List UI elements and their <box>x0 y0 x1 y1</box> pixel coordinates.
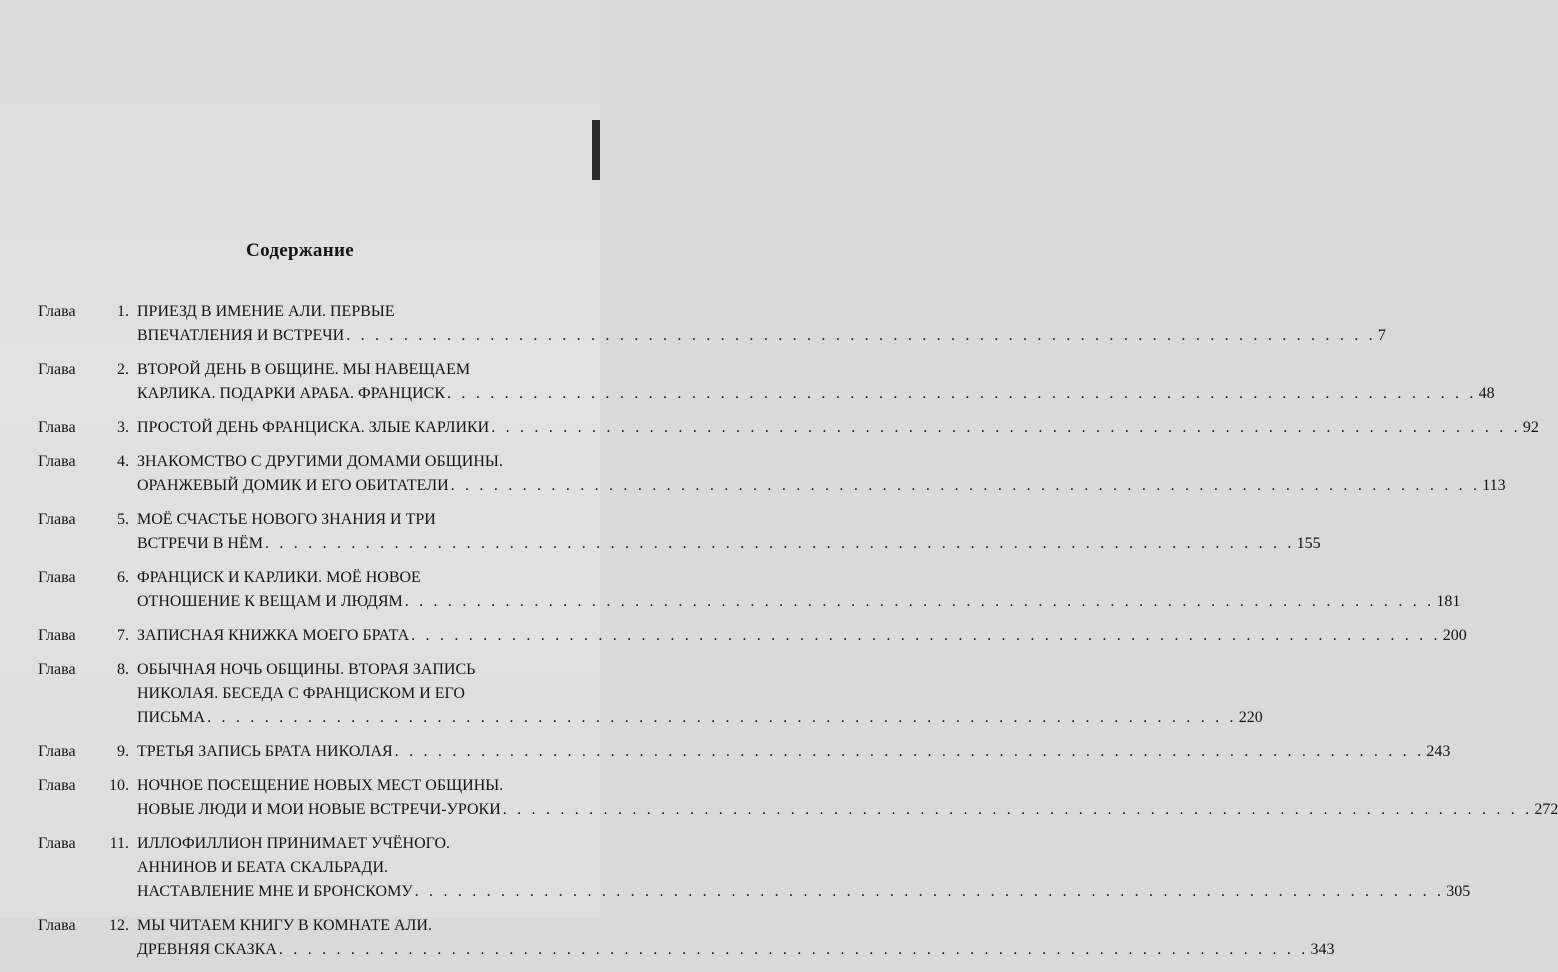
chapter-title <box>137 508 1321 556</box>
chapter-number: 3. <box>117 419 129 436</box>
toc-entry <box>38 416 1539 440</box>
chapter-title-line: ДРЕВНЯЯ СКАЗКА <box>137 941 277 958</box>
dot-leader <box>411 624 1441 648</box>
chapter-title-last-line <box>137 382 1495 406</box>
chapter-title <box>137 914 1335 962</box>
chapter-word: Глава <box>38 835 76 852</box>
toc-entry <box>38 358 1495 406</box>
chapter-word: Глава <box>38 453 76 470</box>
chapter-number: 6. <box>117 569 129 586</box>
dot-leader <box>207 706 1237 730</box>
chapter-title-last-line <box>137 880 1470 904</box>
toc-entry <box>38 914 1335 962</box>
table-of-contents <box>38 300 1558 972</box>
chapter-title-line: ИЛЛОФИЛЛИОН ПРИНИМАЕТ УЧЁНОГО. <box>137 835 451 852</box>
dot-leader <box>265 532 1295 556</box>
page-number: 305 <box>1446 883 1471 900</box>
chapter-title-line: НАСТАВЛЕНИЕ МНЕ И БРОНСКОМУ <box>137 883 413 900</box>
chapter-title <box>137 416 1539 440</box>
chapter-title-line: ТРЕТЬЯ ЗАПИСЬ БРАТА НИКОЛАЯ <box>137 743 393 760</box>
toc-entry <box>38 740 1451 764</box>
chapter-word: Глава <box>38 777 76 794</box>
dot-leader <box>279 938 1309 962</box>
page-number: 48 <box>1478 385 1495 402</box>
dot-leader <box>415 880 1445 904</box>
chapter-title-last-line <box>137 798 1558 822</box>
toc-entry <box>38 774 1558 822</box>
page-number: 200 <box>1442 627 1467 644</box>
chapter-title-last-line <box>137 416 1539 440</box>
chapter-title <box>137 300 1386 348</box>
toc-entry <box>38 450 1506 498</box>
chapter-title-last-line <box>137 324 1386 348</box>
dot-leader <box>405 590 1435 614</box>
chapter-word: Глава <box>38 569 76 586</box>
dot-leader <box>395 740 1425 764</box>
chapter-title-last-line <box>137 624 1467 648</box>
page-edge-shadow <box>592 120 600 180</box>
chapter-title-last-line <box>137 474 1506 498</box>
chapter-number: 12. <box>109 917 129 934</box>
chapter-title-line: ФРАНЦИСК И КАРЛИКИ. МОЁ НОВОЕ <box>137 569 421 586</box>
chapter-title <box>137 774 1558 822</box>
chapter-title-line: НИКОЛАЯ. БЕСЕДА С ФРАНЦИСКОМ И ЕГО <box>137 685 465 702</box>
chapter-title-line: ВПЕЧАТЛЕНИЯ И ВСТРЕЧИ <box>137 327 345 344</box>
dot-leader <box>491 416 1521 440</box>
page-number: 343 <box>1310 941 1335 958</box>
chapter-word: Глава <box>38 419 76 436</box>
chapter-title-line: ЗАПИСНАЯ КНИЖКА МОЕГО БРАТА <box>137 627 410 644</box>
chapter-word: Глава <box>38 743 76 760</box>
page-number: 243 <box>1426 743 1451 760</box>
chapter-word: Глава <box>38 917 76 934</box>
chapter-title-last-line <box>137 532 1321 556</box>
chapter-title <box>137 450 1506 498</box>
chapter-word: Глава <box>38 511 76 528</box>
chapter-number: 10. <box>109 777 129 794</box>
chapter-title-line: ВТОРОЙ ДЕНЬ В ОБЩИНЕ. МЫ НАВЕЩАЕМ <box>137 361 471 378</box>
page-title: Содержание <box>246 240 354 261</box>
chapter-title-line: ПРИЕЗД В ИМЕНИЕ АЛИ. ПЕРВЫЕ <box>137 303 395 320</box>
chapter-title-line: КАРЛИКА. ПОДАРКИ АРАБА. ФРАНЦИСК <box>137 385 446 402</box>
toc-entry <box>38 832 1471 904</box>
chapter-title <box>137 658 1263 730</box>
dot-leader <box>503 798 1533 822</box>
chapter-number: 9. <box>117 743 129 760</box>
toc-entry <box>38 624 1467 648</box>
page-number: 92 <box>1522 419 1539 436</box>
page-number: 113 <box>1482 477 1506 494</box>
chapter-title <box>137 624 1467 648</box>
page-number: 7 <box>1377 327 1386 344</box>
dot-leader <box>346 324 1376 348</box>
chapter-title <box>137 832 1470 904</box>
chapter-title-line: АННИНОВ И БЕАТА СКАЛЬРАДИ. <box>137 859 389 876</box>
chapter-title-line: ПИСЬМА <box>137 709 206 726</box>
chapter-title-line: НОЧНОЕ ПОСЕЩЕНИЕ НОВЫХ МЕСТ ОБЩИНЫ. <box>137 777 504 794</box>
dot-leader <box>447 382 1477 406</box>
page-number: 155 <box>1296 535 1321 552</box>
chapter-word: Глава <box>38 627 76 644</box>
chapter-number: 7. <box>117 627 129 644</box>
chapter-title-last-line <box>137 740 1450 764</box>
toc-entry <box>38 658 1263 730</box>
chapter-number: 8. <box>117 661 129 678</box>
chapter-title-last-line <box>137 706 1263 730</box>
chapter-title-line: ОТНОШЕНИЕ К ВЕЩАМ И ЛЮДЯМ <box>137 593 403 610</box>
chapter-word: Глава <box>38 361 76 378</box>
chapter-word: Глава <box>38 303 76 320</box>
chapter-number: 11. <box>109 835 129 852</box>
dot-leader <box>451 474 1481 498</box>
page-number: 181 <box>1436 593 1461 610</box>
chapter-number: 1. <box>117 303 129 320</box>
chapter-title <box>137 566 1460 614</box>
chapter-title <box>137 358 1495 406</box>
chapter-title-line: ОРАНЖЕВЫЙ ДОМИК И ЕГО ОБИТАТЕЛИ <box>137 477 449 494</box>
toc-entry <box>38 566 1461 614</box>
chapter-number: 2. <box>117 361 129 378</box>
chapter-title-line: МЫ ЧИТАЕМ КНИГУ В КОМНАТЕ АЛИ. <box>137 917 432 934</box>
page-number: 220 <box>1238 709 1263 726</box>
chapter-title <box>137 740 1450 764</box>
chapter-number: 4. <box>117 453 129 470</box>
chapter-title-line: ПРОСТОЙ ДЕНЬ ФРАНЦИСКА. ЗЛЫЕ КАРЛИКИ <box>137 419 490 436</box>
page-number: 272 <box>1534 801 1558 818</box>
chapter-title-line: ОБЫЧНАЯ НОЧЬ ОБЩИНЫ. ВТОРАЯ ЗАПИСЬ <box>137 661 476 678</box>
chapter-title-last-line <box>137 938 1335 962</box>
chapter-title-line: ЗНАКОМСТВО С ДРУГИМИ ДОМАМИ ОБЩИНЫ. <box>137 453 503 470</box>
chapter-word: Глава <box>38 661 76 678</box>
toc-entry <box>38 508 1321 556</box>
chapter-title-line: МОЁ СЧАСТЬЕ НОВОГО ЗНАНИЯ И ТРИ <box>137 511 436 528</box>
chapter-title-last-line <box>137 590 1460 614</box>
chapter-title-line: НОВЫЕ ЛЮДИ И МОИ НОВЫЕ ВСТРЕЧИ-УРОКИ <box>137 801 501 818</box>
chapter-number: 5. <box>117 511 129 528</box>
toc-entry <box>38 300 1386 348</box>
chapter-title-line: ВСТРЕЧИ В НЁМ <box>137 535 263 552</box>
